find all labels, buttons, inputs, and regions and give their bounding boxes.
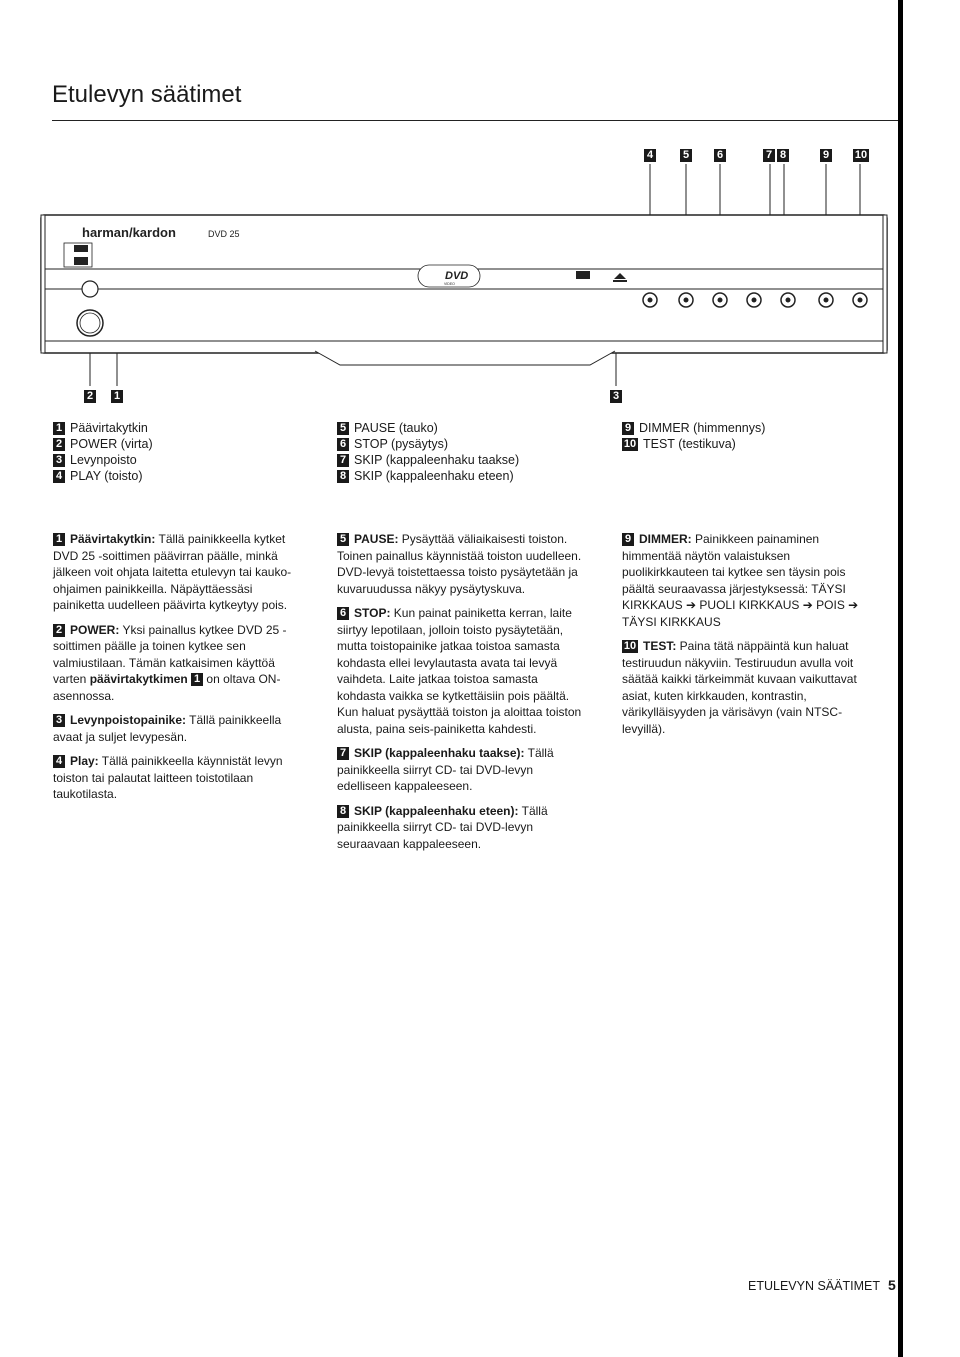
legend-item (337, 420, 519, 436)
paragraph (53, 531, 298, 614)
legend-item (53, 468, 153, 484)
body-column-2 (337, 531, 582, 860)
item-bold: päävirtakytkimen (89, 672, 188, 686)
legend-num: 6 (337, 438, 349, 451)
legend-col-3 (622, 420, 765, 452)
page-footer (748, 1276, 896, 1295)
paragraph (53, 753, 298, 803)
item-text: Tällä painikkeella avaat ja suljet levypesän. (53, 713, 282, 744)
legend-num: 2 (53, 438, 65, 451)
paragraph (337, 531, 582, 597)
item-num: 6 (337, 607, 349, 620)
item-num: 1 (53, 533, 65, 546)
item-heading: Levynpoistopainike: (70, 713, 187, 727)
item-heading: TEST: (643, 639, 677, 653)
item-num: 7 (337, 747, 349, 760)
callout-1: 1 (111, 390, 123, 403)
item-num: 8 (337, 805, 349, 818)
legend-item (337, 452, 519, 468)
legend-item (622, 436, 765, 452)
legend-text: Levynpoisto (70, 453, 137, 467)
legend-text: STOP (pysäytys) (354, 437, 449, 451)
item-text: Yksi painallus kytkee DVD 25 -soittimen päälle ja toinen kytkee sen valmiustilaan. Tämän katkaisimen käyttöä varten (53, 622, 287, 686)
body-column-1 (53, 531, 298, 811)
legend-text: Päävirtakytkin (70, 421, 148, 435)
callout-5: 5 (680, 149, 692, 162)
legend-text: PLAY (toisto) (70, 469, 143, 483)
paragraph (622, 638, 867, 737)
legend-num: 7 (337, 454, 349, 467)
item-text: Paina tätä näppäintä kun haluat testiruudun näkyviin. Testiruudun avulla voit säätää kaikki tärkeimmät kuvaan vaikuttavat asiat, kuten kirkkauden, kontrastin, värikylläisyyden ja värisävyn (vain NTSC-levyillä). (622, 639, 857, 736)
callout-8: 8 (777, 149, 789, 162)
brand-logo: harman/kardon (82, 225, 176, 240)
item-num: 1 (191, 673, 203, 686)
legend-num: 10 (623, 438, 637, 450)
item-text: Kun painat painiketta kerran, laite siirtyy lepotilaan, jolloin toisto pysäytetään, mutta toistopainike jatkaa toistoa samasta kohdasta ellei levylautasta avata tai levyä vaihdeta. Laite jatkaa toistoa samasta kohdasta vaikka se kytkettäisiin pois päältä. Kun haluat pysäyttää toiston ja aloittaa toiston alusta, paina seis-painiketta kahdesti. (337, 606, 582, 736)
item-heading: STOP: (354, 606, 391, 620)
callout-10: 10 (854, 149, 868, 161)
callout-2: 2 (84, 390, 96, 403)
legend-item (53, 452, 153, 468)
item-heading: POWER: (70, 622, 120, 637)
footer-section: ETULEVYN SÄÄTIMET (748, 1279, 880, 1293)
item-text: Tällä painikkeella siirryt CD- tai DVD-levyn edelliseen kappaleeseen. (337, 746, 554, 793)
item-num: 4 (53, 755, 65, 768)
legend-col-2 (337, 420, 519, 484)
paragraph (53, 622, 298, 705)
legend-num: 8 (337, 470, 349, 483)
legend-item (337, 468, 519, 484)
legend-text: SKIP (kappaleenhaku taakse) (354, 453, 520, 467)
paragraph (337, 745, 582, 795)
item-num: 2 (53, 624, 65, 637)
legend-text: TEST (testikuva) (643, 437, 736, 451)
item-heading: PAUSE: (354, 532, 399, 546)
paragraph (337, 803, 582, 853)
callout-9: 9 (820, 149, 832, 162)
legend-num: 1 (53, 422, 65, 435)
item-num: 9 (622, 533, 634, 546)
body-column-3 (622, 531, 867, 745)
legend-num: 5 (337, 422, 349, 435)
item-heading: Päävirtakytkin: (70, 532, 156, 546)
item-text: Tällä painikkeella siirryt CD- tai DVD-levyn seuraavaan kappaleeseen. (337, 803, 548, 851)
legend-num: 9 (622, 422, 634, 435)
item-text: Pysäyttää väliaikaisesti toiston. Toinen painallus käynnistää toiston uudelleen. DVD-levyä toistettaessa toisto pysäytetään ja kuvaruudussa näkyy pysäytyskuva. (337, 532, 582, 596)
dvd-logo: DVD (445, 270, 469, 282)
legend-text: POWER (virta) (70, 437, 153, 451)
dvd-logo-sub: VIDEO (444, 282, 455, 286)
legend-col-1 (53, 420, 153, 484)
legend-text: SKIP (kappaleenhaku eteen) (354, 469, 514, 483)
model-label: DVD 25 (208, 229, 240, 239)
item-text: Tällä painikkeella käynnistät levyn toiston tai palautat laitteen toistotilaan taukotilasta. (53, 754, 283, 801)
dvd-player-front-panel (40, 213, 890, 393)
item-num: 10 (623, 640, 637, 652)
legend-num: 4 (53, 470, 65, 483)
item-text: Tällä painikkeella kytket DVD 25 -soittimen päävirran päälle, minkä jälkeen voit ohjata laitetta etulevyn tai kauko-ohjaimen painikkeilla. Näpäyttäessäsi painiketta uudelleen päävirta kytkeytyy pois. (53, 532, 292, 612)
paragraph (337, 605, 582, 737)
item-heading: DIMMER: (639, 532, 692, 546)
legend-item (53, 420, 153, 436)
legend-item (337, 436, 519, 452)
legend-text: DIMMER (himmennys) (639, 421, 766, 435)
item-num: 5 (337, 533, 349, 546)
page-title: Etulevyn säätimet (52, 81, 242, 108)
callout-6: 6 (714, 149, 726, 162)
item-text: on oltava ON-asennossa. (53, 672, 281, 703)
callout-7: 7 (763, 149, 775, 162)
item-heading: SKIP (kappaleenhaku taakse): (354, 746, 525, 760)
legend-item (622, 420, 765, 436)
paragraph (53, 712, 298, 745)
callout-3: 3 (610, 390, 622, 403)
item-num: 3 (53, 714, 65, 727)
item-heading: Play: (70, 754, 99, 768)
item-heading: SKIP (kappaleenhaku eteen): (354, 803, 519, 818)
legend-num: 3 (53, 454, 65, 467)
callout-4: 4 (644, 149, 656, 162)
paragraph (622, 531, 867, 630)
page-number: 5 (887, 1277, 896, 1293)
legend-item (53, 436, 153, 452)
legend-text: PAUSE (tauko) (354, 421, 438, 435)
item-text: Painikkeen painaminen himmentää näytön valaistuksen puolikirkkauteen tai kytkee sen täysin pois päältä seuraavassa järjestyksessä: TÄYSI KIRKKAUS ➔ PUOLI KIRKKAUS ➔ POIS ➔ TÄYSI KIRKKAUS (622, 532, 859, 629)
